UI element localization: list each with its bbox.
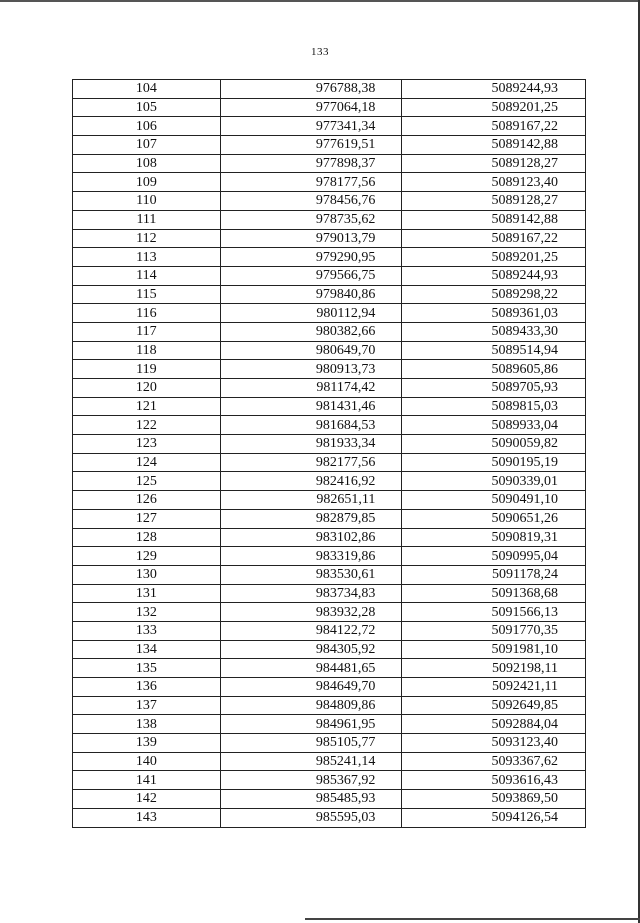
table-row [73, 621, 586, 640]
point-number-cell: 134 [73, 640, 221, 659]
table-row [73, 509, 586, 528]
table-row [73, 229, 586, 248]
point-number-cell: 106 [73, 117, 221, 136]
x-coordinate-cell: 977341,34 [220, 117, 402, 136]
point-number-cell: 138 [73, 715, 221, 734]
point-number-cell: 130 [73, 565, 221, 584]
x-coordinate-cell: 980112,94 [220, 304, 402, 323]
y-coordinate-cell: 5091368,68 [402, 584, 586, 603]
y-coordinate-cell: 5089514,94 [402, 341, 586, 360]
point-number-cell: 105 [73, 98, 221, 117]
table-row [73, 715, 586, 734]
table-row [73, 491, 586, 510]
y-coordinate-cell: 5093616,43 [402, 771, 586, 790]
x-coordinate-cell: 978735,62 [220, 210, 402, 229]
y-coordinate-cell: 5089128,27 [402, 154, 586, 173]
table-row [73, 547, 586, 566]
point-number-cell: 116 [73, 304, 221, 323]
y-coordinate-cell: 5089244,93 [402, 266, 586, 285]
table-row [73, 565, 586, 584]
y-coordinate-cell: 5092649,85 [402, 696, 586, 715]
point-number-cell: 129 [73, 547, 221, 566]
table-row [73, 472, 586, 491]
x-coordinate-cell: 977898,37 [220, 154, 402, 173]
table-row [73, 528, 586, 547]
y-coordinate-cell: 5091770,35 [402, 621, 586, 640]
x-coordinate-cell: 978456,76 [220, 192, 402, 211]
table-row [73, 173, 586, 192]
point-number-cell: 109 [73, 173, 221, 192]
point-number-cell: 139 [73, 734, 221, 753]
table-row [73, 80, 586, 99]
table-row [73, 266, 586, 285]
x-coordinate-cell: 983102,86 [220, 528, 402, 547]
x-coordinate-cell: 982416,92 [220, 472, 402, 491]
y-coordinate-cell: 5091178,24 [402, 565, 586, 584]
table-row [73, 285, 586, 304]
y-coordinate-cell: 5089201,25 [402, 98, 586, 117]
point-number-cell: 112 [73, 229, 221, 248]
table-row [73, 678, 586, 697]
point-number-cell: 104 [73, 80, 221, 99]
x-coordinate-cell: 984809,86 [220, 696, 402, 715]
scan-edge-bottom [305, 918, 640, 920]
x-coordinate-cell: 979290,95 [220, 248, 402, 267]
x-coordinate-cell: 982177,56 [220, 453, 402, 472]
y-coordinate-cell: 5089705,93 [402, 379, 586, 398]
x-coordinate-cell: 981933,34 [220, 435, 402, 454]
point-number-cell: 137 [73, 696, 221, 715]
x-coordinate-cell: 976788,38 [220, 80, 402, 99]
y-coordinate-cell: 5089361,03 [402, 304, 586, 323]
table-row [73, 584, 586, 603]
y-coordinate-cell: 5089244,93 [402, 80, 586, 99]
y-coordinate-cell: 5090995,04 [402, 547, 586, 566]
point-number-cell: 111 [73, 210, 221, 229]
x-coordinate-cell: 983932,28 [220, 603, 402, 622]
table-row [73, 341, 586, 360]
x-coordinate-cell: 984649,70 [220, 678, 402, 697]
table-row [73, 640, 586, 659]
point-number-cell: 110 [73, 192, 221, 211]
table-row [73, 117, 586, 136]
table-row [73, 771, 586, 790]
point-number-cell: 113 [73, 248, 221, 267]
point-number-cell: 143 [73, 808, 221, 827]
y-coordinate-cell: 5092198,11 [402, 659, 586, 678]
table-row [73, 154, 586, 173]
point-number-cell: 114 [73, 266, 221, 285]
x-coordinate-cell: 983319,86 [220, 547, 402, 566]
table-row [73, 752, 586, 771]
y-coordinate-cell: 5091566,13 [402, 603, 586, 622]
y-coordinate-cell: 5089142,88 [402, 210, 586, 229]
x-coordinate-cell: 978177,56 [220, 173, 402, 192]
table-row [73, 659, 586, 678]
point-number-cell: 121 [73, 397, 221, 416]
table-row [73, 397, 586, 416]
x-coordinate-cell: 985105,77 [220, 734, 402, 753]
y-coordinate-cell: 5089933,04 [402, 416, 586, 435]
point-number-cell: 140 [73, 752, 221, 771]
y-coordinate-cell: 5089433,30 [402, 322, 586, 341]
x-coordinate-cell: 977064,18 [220, 98, 402, 117]
y-coordinate-cell: 5090195,19 [402, 453, 586, 472]
x-coordinate-cell: 979840,86 [220, 285, 402, 304]
y-coordinate-cell: 5090491,10 [402, 491, 586, 510]
table-row [73, 136, 586, 155]
table-row [73, 453, 586, 472]
x-coordinate-cell: 983734,83 [220, 584, 402, 603]
point-number-cell: 126 [73, 491, 221, 510]
table-row [73, 379, 586, 398]
point-number-cell: 128 [73, 528, 221, 547]
table-row [73, 210, 586, 229]
y-coordinate-cell: 5092421,11 [402, 678, 586, 697]
y-coordinate-cell: 5092884,04 [402, 715, 586, 734]
x-coordinate-cell: 979013,79 [220, 229, 402, 248]
point-number-cell: 108 [73, 154, 221, 173]
y-coordinate-cell: 5089815,03 [402, 397, 586, 416]
point-number-cell: 127 [73, 509, 221, 528]
point-number-cell: 115 [73, 285, 221, 304]
coordinates-table [72, 79, 586, 828]
page-number: 133 [311, 46, 329, 58]
point-number-cell: 125 [73, 472, 221, 491]
x-coordinate-cell: 985595,03 [220, 808, 402, 827]
table-row [73, 98, 586, 117]
x-coordinate-cell: 979566,75 [220, 266, 402, 285]
x-coordinate-cell: 980649,70 [220, 341, 402, 360]
point-number-cell: 141 [73, 771, 221, 790]
point-number-cell: 122 [73, 416, 221, 435]
coordinates-table-body [73, 80, 586, 828]
point-number-cell: 120 [73, 379, 221, 398]
point-number-cell: 107 [73, 136, 221, 155]
x-coordinate-cell: 980913,73 [220, 360, 402, 379]
y-coordinate-cell: 5089201,25 [402, 248, 586, 267]
y-coordinate-cell: 5089142,88 [402, 136, 586, 155]
x-coordinate-cell: 977619,51 [220, 136, 402, 155]
y-coordinate-cell: 5089605,86 [402, 360, 586, 379]
point-number-cell: 142 [73, 790, 221, 809]
y-coordinate-cell: 5089298,22 [402, 285, 586, 304]
x-coordinate-cell: 982879,85 [220, 509, 402, 528]
x-coordinate-cell: 981174,42 [220, 379, 402, 398]
point-number-cell: 117 [73, 322, 221, 341]
x-coordinate-cell: 984122,72 [220, 621, 402, 640]
y-coordinate-cell: 5090339,01 [402, 472, 586, 491]
y-coordinate-cell: 5089128,27 [402, 192, 586, 211]
x-coordinate-cell: 980382,66 [220, 322, 402, 341]
y-coordinate-cell: 5093367,62 [402, 752, 586, 771]
x-coordinate-cell: 985241,14 [220, 752, 402, 771]
x-coordinate-cell: 981431,46 [220, 397, 402, 416]
y-coordinate-cell: 5093869,50 [402, 790, 586, 809]
x-coordinate-cell: 985367,92 [220, 771, 402, 790]
table-row [73, 192, 586, 211]
y-coordinate-cell: 5094126,54 [402, 808, 586, 827]
y-coordinate-cell: 5093123,40 [402, 734, 586, 753]
table-row [73, 304, 586, 323]
table-row [73, 416, 586, 435]
table-row [73, 322, 586, 341]
x-coordinate-cell: 984305,92 [220, 640, 402, 659]
y-coordinate-cell: 5090059,82 [402, 435, 586, 454]
x-coordinate-cell: 984961,95 [220, 715, 402, 734]
point-number-cell: 132 [73, 603, 221, 622]
y-coordinate-cell: 5089167,22 [402, 117, 586, 136]
y-coordinate-cell: 5091981,10 [402, 640, 586, 659]
table-row [73, 360, 586, 379]
table-row [73, 808, 586, 827]
table-row [73, 696, 586, 715]
table-row [73, 790, 586, 809]
x-coordinate-cell: 984481,65 [220, 659, 402, 678]
x-coordinate-cell: 981684,53 [220, 416, 402, 435]
table-row [73, 734, 586, 753]
y-coordinate-cell: 5089167,22 [402, 229, 586, 248]
point-number-cell: 135 [73, 659, 221, 678]
x-coordinate-cell: 982651,11 [220, 491, 402, 510]
point-number-cell: 123 [73, 435, 221, 454]
point-number-cell: 136 [73, 678, 221, 697]
point-number-cell: 118 [73, 341, 221, 360]
y-coordinate-cell: 5090819,31 [402, 528, 586, 547]
point-number-cell: 119 [73, 360, 221, 379]
point-number-cell: 133 [73, 621, 221, 640]
x-coordinate-cell: 983530,61 [220, 565, 402, 584]
y-coordinate-cell: 5090651,26 [402, 509, 586, 528]
scan-edge-top [0, 0, 640, 2]
x-coordinate-cell: 985485,93 [220, 790, 402, 809]
point-number-cell: 131 [73, 584, 221, 603]
table-row [73, 248, 586, 267]
table-row [73, 603, 586, 622]
table-row [73, 435, 586, 454]
y-coordinate-cell: 5089123,40 [402, 173, 586, 192]
point-number-cell: 124 [73, 453, 221, 472]
